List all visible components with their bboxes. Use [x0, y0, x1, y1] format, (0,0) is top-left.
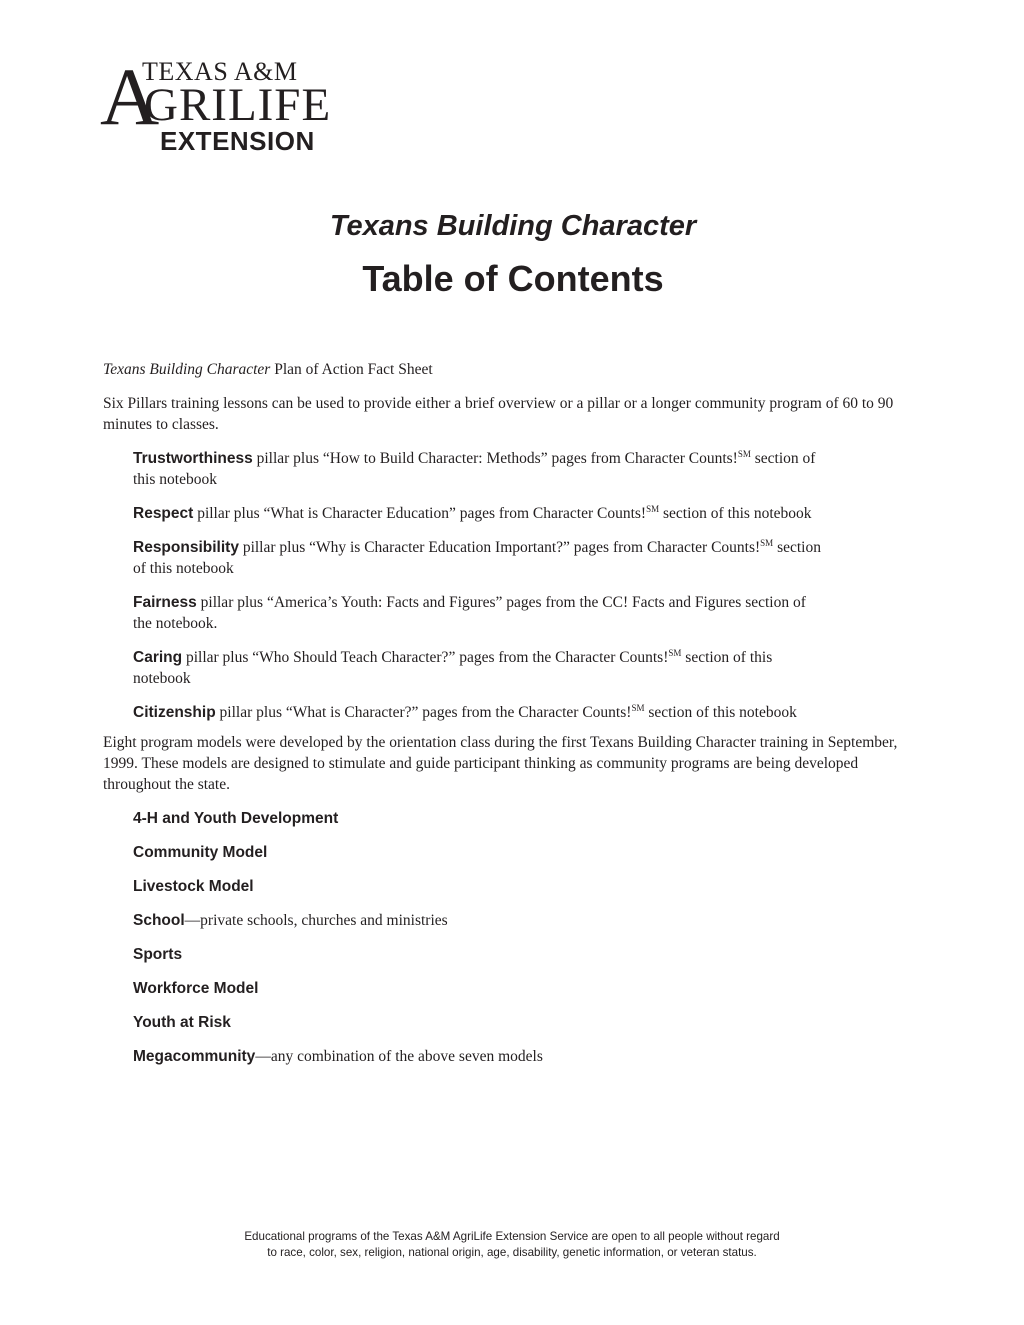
footer-disclaimer: [0, 1229, 1024, 1261]
service-mark: SM: [631, 703, 645, 713]
pillar-name: Citizenship: [133, 704, 216, 721]
pillar-item-citizenship: [133, 702, 823, 723]
model-name: Livestock Model: [133, 878, 254, 895]
model-item-community: [133, 842, 823, 863]
model-item-megacommunity: [133, 1046, 823, 1067]
service-mark: SM: [646, 504, 660, 514]
pillar-item-respect: [133, 503, 823, 524]
pillar-item-caring: [133, 647, 823, 689]
pillar-item-fairness: [133, 592, 823, 634]
pillar-item-responsibility: [133, 537, 823, 579]
logo-letter-a: A: [100, 51, 160, 142]
document-body: [103, 359, 925, 1080]
model-name: Sports: [133, 946, 183, 963]
model-name: Workforce Model: [133, 980, 259, 997]
model-name: Megacommunity: [133, 1048, 256, 1065]
pillar-desc-tail: section of this notebook: [133, 450, 816, 488]
title-block: [0, 208, 1024, 302]
model-item-sports: [133, 944, 823, 965]
logo-line-texas-am: TEXAS A&M: [142, 57, 298, 86]
pillar-desc: pillar plus “Why is Character Education Important?” pages from Character Counts!: [238, 539, 761, 556]
pillars-list: [103, 448, 823, 723]
pillar-desc: pillar plus “How to Build Character: Methods” pages from Character Counts!: [252, 450, 738, 467]
model-name: Youth at Risk: [133, 1014, 231, 1031]
agrilife-logo: [100, 51, 360, 156]
model-desc: —private schools, churches and ministries: [184, 912, 448, 929]
service-mark: SM: [737, 449, 751, 459]
pillar-name: Caring: [133, 649, 183, 666]
model-name: 4-H and Youth Development: [133, 810, 339, 827]
service-mark: SM: [668, 648, 682, 658]
footer-line-1: Educational programs of the Texas A&M AgriLife Extension Service are open to all people without regard: [244, 1230, 780, 1243]
pillar-desc: pillar plus “What is Character?” pages from the Character Counts!: [215, 704, 632, 721]
pillar-name: Fairness: [133, 594, 197, 611]
footer-line-2: to race, color, sex, religion, national origin, age, disability, genetic information, or veteran status.: [267, 1246, 757, 1259]
pillar-desc-tail: section of this notebook: [133, 649, 773, 687]
model-item-livestock: [133, 876, 823, 897]
service-mark: SM: [760, 538, 774, 548]
pillar-desc-tail: section of this notebook: [133, 539, 821, 577]
pillars-intro: Six Pillars training lessons can be used to provide either a brief overview or a pillar or a longer community program of 60 to 90 minutes to classes.: [103, 395, 894, 433]
model-name: School: [133, 912, 185, 929]
page-title: Table of Contents: [362, 258, 664, 299]
intro-rest: Plan of Action Fact Sheet: [270, 361, 433, 378]
pillar-name: Responsibility: [133, 539, 239, 556]
model-item-youth-at-risk: [133, 1012, 823, 1033]
pillar-desc: pillar plus “Who Should Teach Character?” pages from the Character Counts!: [182, 649, 669, 666]
pillar-desc-tail: section of this notebook: [659, 505, 812, 522]
intro-line: [103, 359, 925, 380]
pillar-item-trustworthiness: [133, 448, 823, 490]
models-intro: Eight program models were developed by the orientation class during the first Texans Building Character training in September, 1999. These models are designed to stimulate and guide participant thinking as community programs are being developed throughout the state.: [103, 734, 898, 793]
pillar-name: Respect: [133, 505, 194, 522]
pillar-desc-tail: section of this notebook: [644, 704, 797, 721]
intro-italic: Texans Building Character: [103, 361, 271, 378]
pillar-desc: pillar plus “America’s Youth: Facts and Figures” pages from the CC! Facts and Figures section of the notebook.: [133, 594, 806, 632]
model-desc: —any combination of the above seven models: [255, 1048, 543, 1065]
document-subtitle: Texans Building Character: [329, 210, 697, 242]
model-name: Community Model: [133, 844, 268, 861]
model-item-school: [133, 910, 823, 931]
models-list: [103, 808, 823, 1067]
logo-line-extension: EXTENSION: [160, 126, 315, 156]
model-item-4h: [133, 808, 823, 829]
logo-line-agrilife: GRILIFE: [144, 79, 332, 131]
pillar-desc: pillar plus “What is Character Education” pages from Character Counts!: [193, 505, 647, 522]
pillar-name: Trustworthiness: [133, 450, 253, 467]
model-item-workforce: [133, 978, 823, 999]
